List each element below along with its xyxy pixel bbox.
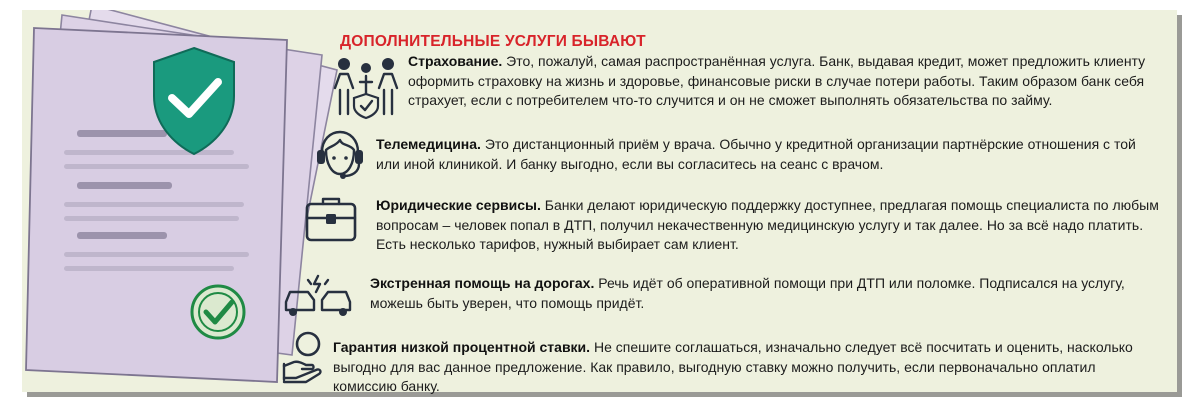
service-title: Юридические сервисы. bbox=[376, 197, 541, 213]
doctor-headset-icon bbox=[314, 128, 366, 182]
info-panel bbox=[22, 10, 1177, 392]
service-title: Телемедицина. bbox=[376, 136, 481, 152]
service-description: Это, пожалуй, самая распространённая услуга. Банк, выдавая кредит, может предложить клиенту оформить страховку на жизнь и здоровье, финансовые риски в случае потери работы. Таким образом банк себя страхует, если с потребителем что-то случится и он не сможет выполнять обязательства по займу. bbox=[408, 53, 1146, 108]
briefcase-icon bbox=[304, 194, 358, 244]
service-description: Не спешите соглашаться, изначально следует всё посчитать и оценить, насколько выгодно для вас данное предложение. Как правило, выгодную ставку можно получить, если первоначально оплатил комиссию банку. bbox=[333, 339, 1133, 394]
hand-coin-icon bbox=[280, 330, 326, 384]
family-insurance-icon bbox=[332, 54, 402, 122]
service-description: Это дистанционный приём у врача. Обычно у кредитной организации партнёрские отношения с той или иной клиникой. И банку выгодно, если вы согласитесь на сеанс с врачом. bbox=[376, 136, 1136, 172]
approval-stamp-icon bbox=[192, 286, 244, 338]
service-description: Речь идёт об оперативной помощи при ДТП или поломке. Подписался на услугу, можешь быть уверен, что помощь придёт. bbox=[370, 275, 1125, 311]
car-crash-icon bbox=[284, 272, 352, 320]
service-description: Банки делают юридическую поддержку доступнее, предлагая помощь специалиста по любым вопросам – человек попал в ДТП, получил некачественную медицинскую услугу и так далее. Но за всё надо платить. Есть несколько тарифов, нужный выбирает сам клиент. bbox=[376, 197, 1159, 252]
service-title: Экстренная помощь на дорогах. bbox=[370, 275, 595, 291]
service-title: Страхование. bbox=[408, 53, 503, 69]
service-title: Гарантия низкой процентной ставки. bbox=[333, 339, 591, 355]
section-heading: ДОПОЛНИТЕЛЬНЫЕ УСЛУГИ БЫВАЮТ bbox=[340, 33, 646, 50]
